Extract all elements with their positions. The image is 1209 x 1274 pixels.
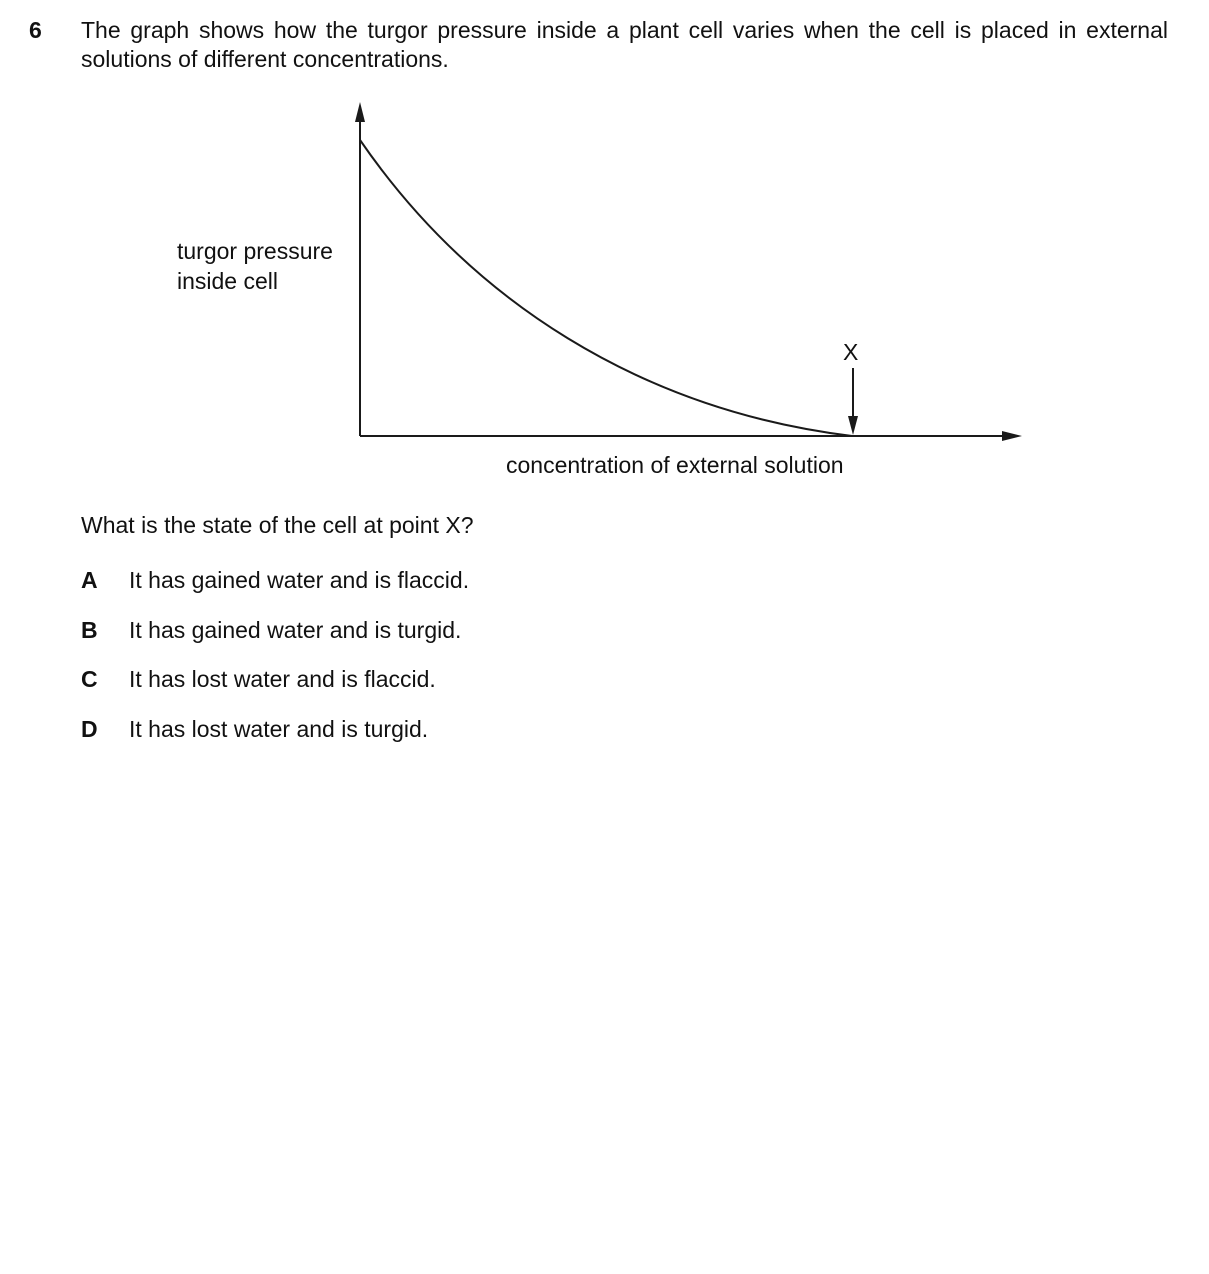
question-number: 6 [29, 17, 42, 43]
option-a-letter: A [81, 567, 98, 593]
option-c[interactable] [81, 665, 436, 693]
question-prompt: What is the state of the cell at point X? [81, 512, 474, 538]
x-axis-label: concentration of external solution [506, 452, 844, 478]
option-a-text: It has gained water and is flaccid. [129, 567, 470, 593]
point-x-arrowhead [848, 416, 858, 435]
y-axis-label [177, 236, 357, 296]
option-d-letter: D [81, 716, 98, 742]
option-b-letter: B [81, 617, 98, 643]
option-b-text: It has gained water and is turgid. [129, 617, 462, 643]
option-b[interactable] [81, 616, 461, 644]
option-a[interactable] [81, 566, 469, 594]
turgor-curve [360, 140, 852, 436]
option-d[interactable] [81, 715, 428, 743]
question-stem: The graph shows how the turgor pressure inside a plant cell varies when the cell is placed in external solutions of different concentrations. [81, 17, 1168, 72]
option-c-letter: C [81, 666, 98, 692]
y-axis-label-line1: turgor pressure [177, 238, 333, 264]
option-c-text: It has lost water and is flaccid. [129, 666, 436, 692]
point-x-label: X [843, 339, 859, 365]
y-axis-label-line2: inside cell [177, 268, 278, 294]
x-axis-arrowhead [1002, 431, 1022, 441]
option-d-text: It has lost water and is turgid. [129, 716, 429, 742]
y-axis-arrowhead [355, 102, 365, 122]
